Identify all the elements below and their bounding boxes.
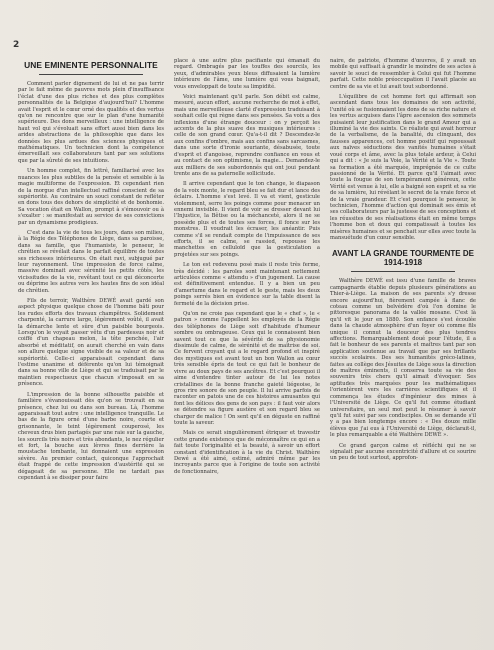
article-paragraph: L'équilibre de cet homme fort qui affirmait son ascendant dans tous les domaines de son activité, l'unité où se fusionnaient les dons de sa riche nature et les vertus acquises dans l'âpre ascension des sommets puisaient leur justification dans le grand Amour qui a illuminé la vie des saints. Ce réaliste qui avait horreur de la verbalisme, de la banalité, du clinquant, des fausses apparences, cet homme positif qui repoussait aux naïves séductions des vanités humaines s'était voué corps et âme, avec la plus totale ardeur, à Celui qui a dit : « Je suis la Voie, la Vérité et la Vie ». Toute sa formation a été marquée, imprégnée de ce culte passionné de la Vérité. Et parce qu'il l'aimait avec toute la fougue de son tempérament généreux, cette Vérité est venue à lui, elle a baigné son esprit et sa vie de sa lumière, lui révélant le secret de la vraie force et de la vraie grandeur. Et c'est pourquoi le penseur, le technicien, l'homme d'action qui dominait ses émis et ses collaborateurs par la justesse de ses conceptions et les réussites de ses réalisations était en même temps l'homme bon et doux qui compatissait à toutes les misères humaines et se penchait sur elles avec toute la mansuétude d'un cœur sensible. [330,94,476,241]
article-paragraph: Mais ce serait singulièrement étriquer et travestir cette grande existence que de méconnaître ce qui en a fait toute l'originalité et la beauté, à savoir un effort constant d'identification à la vie du Christ. Walthère Dewé a été aimé, estimé, admiré même par les incroyants parce que à l'origine de toute son activité de fonctionnaire, [174,430,320,475]
article-paragraph: L'impression de la bonne silhouette paisible et familière s'évanouissait dès qu'on se trouvait en sa présence, chez lui ou dans son bureau. Là, l'homme apparaissait tout autre : une intelligence tranquille. Le bas de la figure orné d'une barbe noire, courte et grisonnante, le teint légèrement couperosé, les cheveux drus bien partagés par une raie sur la gauche, les sourcils très noirs et très abondants, le nez régulier et fort, la bouche aux lèvres fines derrière la moustache tombante, lui donnaient une expression sévère. Au premier contact, quiconque l'approchait était frappé de cette impression d'austérité qui se dégageait de sa personne. Elle ne tardait pas cependant à se dissiper pour faire [18,391,164,481]
article-paragraph: Fils de terroir, Walthère DEWÉ avait gardé son aspect physique quelque chose de l'homme bâti pour les rudes efforts des travaux champêtres. Solidement charpenté, la carrure large, légèrement voûté, il avait la démarche lente et sûre d'un paisible bourgeois. Lorsqu'on le voyait passer vêtu d'un pardessus noir et coiffé d'un chapeau melon, la tête penchée, l'air absorbé et méditatif, on aurait cherché en vain dans son allure quelque signe visible de sa valeur et de sa supériorité. Celle-ci apparaissait cependant dans l'estime unanime et déférente qu'on lui témoignait dans sa bonne ville de Liège et qui se traduisait par le maintien respectueux que chacun s'imposait en sa présence. [18,298,164,388]
article-headline: UNE EMINENTE PERSONNALITE [24,60,158,70]
section-headline: AVANT LA GRANDE TOURMENTE DE 1914-1918 [332,249,474,268]
columns [18,58,478,646]
page-number: 2 [13,40,20,50]
headline-rule [39,74,143,75]
article-paragraph: Ce grand garçon calme et réfléchi qui ne se signalait par aucune excentricité d'allure et ce sourire un peu de tout surtout, approfon- [330,442,476,462]
article-paragraph: naire, de patriote, d'homme d'œuvres, il y avait un mobile qui suffisait à grandir le moindre de ses actes à savoir le souci de ressembler à Celui qui fut l'homme parfait. Cette noble préoccupation il l'avait placée au centre de sa vie et lui avait tout subordonné. [330,58,476,90]
article-paragraph: Il arrive cependant que le ton change, le diapason de la voix monte, le regard bleu se fait dur et lance des éclairs. L'homme s'est levé. Il va et vient, gesticule violemment, serre les poings comme pour menacer un ennemi invisible. Il vient de voir se dresser devant lui l'Injustice, la Bêtise ou la méchanceté, alors il ne se possède plus et de toutes ses forces, il fonce sur les monstres. Il voudrait les écraser, les anéantir. Puis comme s'il se rendait compte de l'impuissance de ses efforts, il se calme, se rassied, repousse les manchettes en celluloïd que la gesticulation a projetées sur ses poings. [174,181,320,258]
article-paragraph: Comment parler dignement de lui et ne pas terrir par le fait même de pauvres mots plein d'insuffisance l'éclat d'une des plus riches et des plus complètes personnalités de la Belgique d'aujourd'hui? L'homme avait l'esprit et le cœur orné des qualités et des vertus qu'on ne rencontre que sur le plan d'une humanité supérieure. Des dons merveilleux : une intelligence de haut vol qui s'évoluait sans effort aussi bien dans les arides abstractions de la philosophie que dans les données les plus ardues des sciences physiques et mathématiques. Un technicien dont la compétence émerveillait ses collaborateurs tant par ses solutions que par la sûreté de ses intuitions. [18,81,164,164]
article-paragraph: Le ton est redevenu posé mais il reste très ferme, très décidé : les paroles sont maintenant nettement articulées comme « attendu » d'un jugement. La cause est définitivement entendue. Il y a bien un peu d'amertume dans le regard et le geste, mais les deux poings serrés bien en évidence sur la table disent la fermeté de la décision prise. [174,262,320,307]
column-left [18,58,164,646]
article-paragraph: Voici maintenant qu'il parle. Son débit est calme, mesuré, aucun effort, aucune recherche de mot à effet, mais une merveilleuse clarté d'expression traduisant à souhait celle qui règne dans ses pensées. Sa voix a des inflexions d'une étrange douceur : on y perçoit les accents de la plus suave des musiques intérieures : celle de son grand cœur. Qu'a-t-il dit ? Descendez-le aux confins d'ombre, mais aux confins sans sarcasmes, dans une sorte d'ironie souriante, désabusée, toute d'esprit et d'angoisse, reprendre confiance en vous et au contact de son optimisme, la magie... Demandez-le aux milliers de ses subordonnés qui ont joui pendant trente ans de sa paternelle sollicitude. [174,94,320,177]
article-paragraph: Un homme complet, fin lettré, familiarisé avec les nuances les plus subtiles de la pensée et sensible à la magie multiforme de l'expression. Et cependant rien de la morgue d'un intellectuel raffiné conscient de sa supériorité. Au contraire un souci constant de refléter en dons tous des dehors de simplicité et de bonhomie. Sa vocation était en Wallon, prompt à s'émouvoir ou à s'exalter : se manifestait au service de ses convictions par un dynamisme prodigieux. [18,168,164,226]
article-paragraph: place à une autre plus pacifiante qui émanait du regard. Ombragés par les touffes des sourcils, les yeux, d'admirables yeux bleus diffusaient la lumière intérieure de l'âme, une lumière qui vous baignait, vous enveloppait de toute sa limpidité. [174,58,320,90]
article-paragraph: C'est dans la vie de tous les jours, dans son milieu, à la Régie des Téléphones de Liège, dans sa paroisse, dans sa famille, que l'humaniste, le penseur, le chrétien se révélait dans le parfait équilibre de toutes ses richesses intérieures. On était ravi, subjugué par leur rayonnement. Une impression de force calme, massive dominait avec sérénité les petits côtés, les vicissitudes de la vie, revêtant tout ce qui déconcerte ou déprime les autres vers les hautes fins de son idéal de chrétien. [18,229,164,294]
column-right [330,58,476,646]
headline-rule [351,271,455,272]
article-paragraph: Walthère DEWÉ est issu d'une famille de braves campagnards établie depuis plusieurs générations au Thier-à-Liège. La maison de ses parents s'y dresse encore aujourd'hui, fièrement campée à flanc de coteau comme un belvédère d'où l'on domine le pittoresque panorama de la vallée mosane. C'est là qu'il vit le jour en 1880. Son enfance s'est écoulée dans la chaude atmosphère d'un foyer où comme fils unique il connut la douceur des plus tendres affections. Remarquablement doué pour l'étude, il a fait le bonheur de ses parents et maîtres tant par son application soutenue au travail que par ses brillants succès scolaires. Des ses humanités gréco-latines, faites au collège des Jésuites de Liège sous la direction de maîtres éminents, il conserva toute sa vie des souvenirs très chers qu'il aimait d'évoquer. Ses aptitudes très marquées pour les mathématiques l'orientèrent vers les carrières scientifiques et il commença les études d'ingénieur des mines à l'Université de Liège. Ce qu'il fut comme étudiant universitaire, un seul mot peut le résumer à savoir qu'il fut suivi par ses condisciples. On se demande s'il y a pas bien longtemps encore : « Des douze mille élèves que j'ai eus à l'Université de Liège, déclarait-il, le plus remarquable a été Walthère DEWÉ ». [330,278,476,439]
article-paragraph: Qu'on ne croie pas cependant que le « chef », le « patron » comme l'appellent les employés de la Régie des téléphones de Liège soit d'habitude d'humeur sombre ou ombrageuse. Ceux qui le connaissent bien savent tout ce que la sévérité de sa physionomie dissimule de calme, de sérénité et de maîtrise de soi. Ce fervent croyant qui a le regard profond et inspiré des mystiques est avant tout un bon Wallon au cœur très sensible épris de tout ce qui fait le bonheur de vivre au doux pays de ses ancêtres. Et c'est pourquoi il aime d'entendre tinter autour de lui les notes cristallines de la bonne franche gaieté liégeoise, le gros rire sonore de son peuple. Il lui arrive parfois de raconter en patois une de ces histoires amusantes qui font les délices des gens de son pays : il faut voir alors se détendre sa figure austère et son regard bleu se charger de malice ! On sent qu'il en déguste en raffiné toute la saveur. [174,311,320,426]
column-middle [174,58,320,646]
